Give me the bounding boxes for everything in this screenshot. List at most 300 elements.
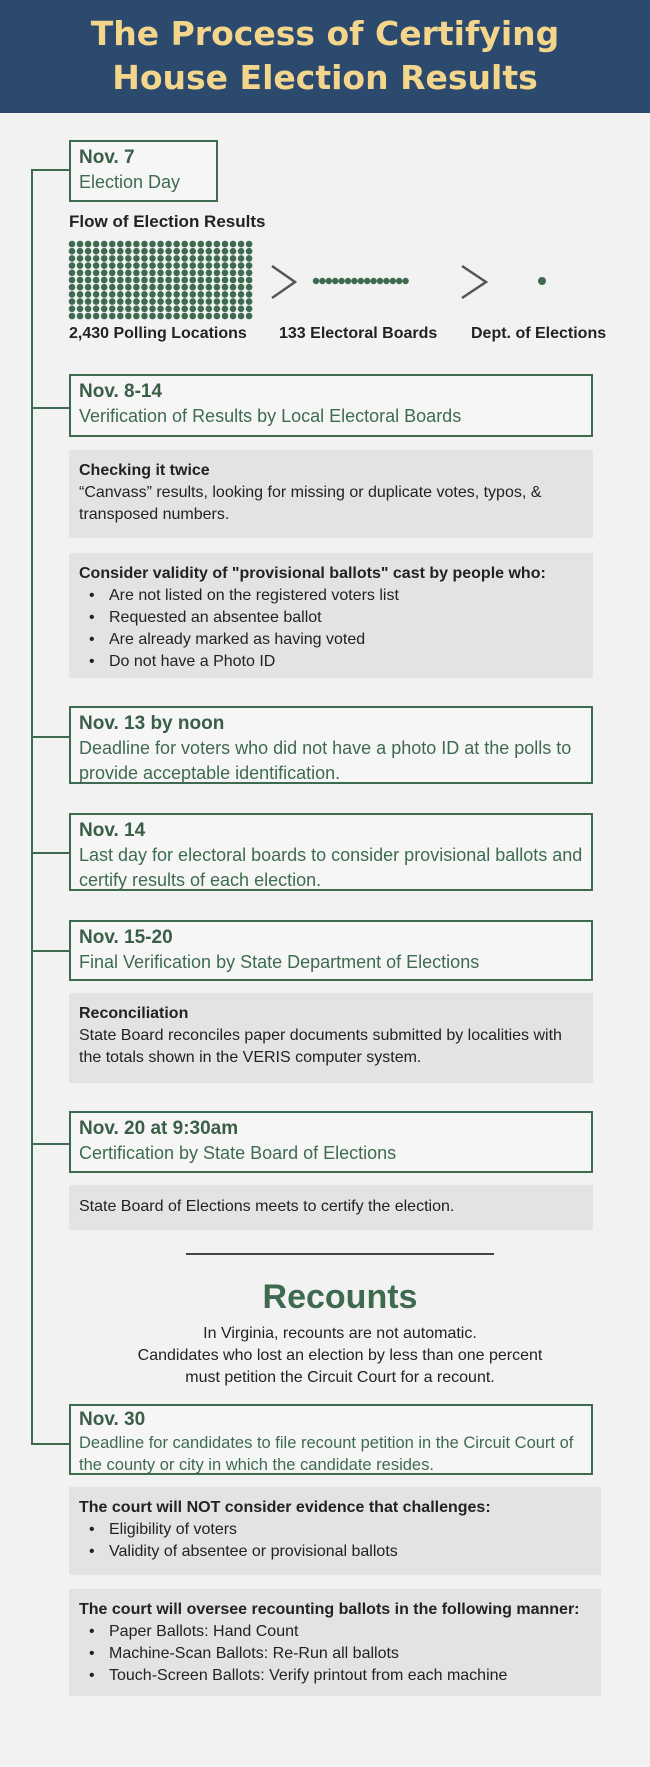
timeline-line (31, 169, 33, 1444)
arrow-chevron-2 (462, 266, 486, 298)
polling-dot (93, 313, 100, 320)
list-item: • Touch-Screen Ballots: Verify printout from each machine (89, 1665, 591, 1687)
polling-dot (198, 262, 205, 269)
polling-dot (222, 270, 229, 277)
polling-dot (214, 277, 221, 284)
polling-dot (222, 313, 229, 320)
note-oversee (69, 1589, 601, 1696)
note-text: State Board of Elections meets to certify the election. (79, 1198, 455, 1215)
polling-dot (109, 306, 116, 313)
polling-dot (238, 284, 245, 291)
polling-dot (101, 313, 108, 320)
polling-dot (165, 262, 172, 269)
polling-dot (93, 277, 100, 284)
polling-dot (238, 270, 245, 277)
list-item: • Are already marked as having voted (89, 629, 583, 651)
polling-dot (125, 298, 132, 305)
polling-dot (133, 248, 140, 255)
polling-dot (93, 255, 100, 262)
polling-dot (85, 277, 92, 284)
polling-dot (173, 291, 180, 298)
polling-dot (181, 306, 188, 313)
polling-dot (246, 291, 253, 298)
polling-dot (189, 255, 196, 262)
step-date: Nov. 30 (79, 1409, 146, 1430)
polling-dot (206, 248, 213, 255)
timeline-tick (31, 169, 69, 171)
note-title: The court will oversee recounting ballots in the following manner: (79, 1601, 580, 1618)
polling-dot (117, 284, 124, 291)
list-item: • Are not listed on the registered voters list (89, 585, 583, 607)
polling-dot (133, 306, 140, 313)
polling-dot (157, 241, 164, 248)
polling-dot (125, 270, 132, 277)
polling-dot (69, 313, 76, 320)
polling-dot (165, 241, 172, 248)
polling-dot (109, 284, 116, 291)
polling-dot (109, 262, 116, 269)
polling-dot (149, 291, 156, 298)
oversee-list (79, 1621, 591, 1687)
polling-dot (101, 298, 108, 305)
polling-dot (157, 270, 164, 277)
polling-dot (101, 241, 108, 248)
polling-dot (157, 262, 164, 269)
polling-dot (141, 306, 148, 313)
polling-dot (173, 277, 180, 284)
dept-elections-dot (538, 277, 546, 285)
polling-dot (198, 248, 205, 255)
step-desc: Verification of Results by Local Electoral Boards (79, 406, 462, 426)
step-desc: Deadline for candidates to file recount petition in the Circuit Court of the county or city in which the candidate resides. (79, 1434, 574, 1474)
polling-dot (149, 284, 156, 291)
note-title: Reconciliation (79, 1005, 189, 1022)
note-not-consider (69, 1487, 601, 1575)
board-dot (358, 278, 364, 284)
step-box-nov-13 (69, 706, 593, 784)
polling-dot (214, 313, 221, 320)
provisional-list (79, 585, 583, 673)
polling-dot (230, 313, 237, 320)
note-title: Checking it twice (79, 462, 210, 479)
step-box-nov-7 (69, 140, 218, 202)
polling-dot (125, 262, 132, 269)
polling-dot (198, 306, 205, 313)
polling-dot (181, 298, 188, 305)
polling-dot (157, 248, 164, 255)
board-dot (332, 278, 338, 284)
polling-dot (238, 298, 245, 305)
note-title: Consider validity of "provisional ballots" cast by people who: (79, 565, 546, 582)
polling-dot (149, 306, 156, 313)
polling-dot (93, 284, 100, 291)
polling-dot (165, 306, 172, 313)
polling-dot (230, 284, 237, 291)
polling-dot (165, 270, 172, 277)
polling-dot (157, 284, 164, 291)
polling-dot (117, 313, 124, 320)
polling-dot (165, 291, 172, 298)
polling-dot (214, 255, 221, 262)
flow-title: Flow of Election Results (69, 212, 266, 231)
polling-dot (85, 306, 92, 313)
polling-dot (165, 313, 172, 320)
title-line-2: House Election Results (112, 58, 538, 97)
step-desc: Election Day (79, 172, 181, 192)
board-dot (338, 278, 344, 284)
polling-dot (93, 291, 100, 298)
board-dot (364, 278, 370, 284)
polling-dot (230, 277, 237, 284)
recounts-line: must petition the Circuit Court for a recount. (185, 1369, 495, 1386)
polling-dot (238, 313, 245, 320)
polling-dot (101, 270, 108, 277)
polling-dot (157, 291, 164, 298)
polling-dot (69, 284, 76, 291)
polling-dot (141, 241, 148, 248)
note-provisional (69, 553, 593, 678)
polling-dot (133, 277, 140, 284)
polling-dot (149, 255, 156, 262)
polling-dot (69, 270, 76, 277)
board-dot (345, 278, 351, 284)
polling-dot (85, 241, 92, 248)
polling-dot (230, 241, 237, 248)
polling-dot (125, 306, 132, 313)
polling-dot (222, 277, 229, 284)
polling-dot (206, 298, 213, 305)
polling-dot (230, 298, 237, 305)
polling-dot (85, 262, 92, 269)
polling-dot (117, 291, 124, 298)
polling-dot (133, 270, 140, 277)
board-dot (377, 278, 383, 284)
polling-dot (125, 241, 132, 248)
polling-dot (93, 262, 100, 269)
polling-dot (222, 298, 229, 305)
polling-dot (246, 306, 253, 313)
recounts-line: In Virginia, recounts are not automatic. (203, 1325, 477, 1342)
polling-dot (173, 298, 180, 305)
polling-dot (181, 277, 188, 284)
polling-dot (214, 291, 221, 298)
polling-dot (206, 313, 213, 320)
polling-dot (133, 255, 140, 262)
polling-dot (141, 313, 148, 320)
polling-dot (101, 248, 108, 255)
polling-dot (198, 255, 205, 262)
polling-dot (157, 306, 164, 313)
polling-dot (149, 298, 156, 305)
polling-dot (173, 255, 180, 262)
step-box-nov-14 (69, 813, 593, 891)
flow-diagram (0, 236, 650, 321)
polling-dot (109, 298, 116, 305)
board-dot (313, 278, 319, 284)
polling-dot (85, 291, 92, 298)
board-dot (319, 278, 325, 284)
polling-dot (238, 262, 245, 269)
polling-dot (246, 298, 253, 305)
list-item: • Validity of absentee or provisional ballots (89, 1541, 591, 1563)
polling-dot (77, 248, 84, 255)
polling-dot (93, 270, 100, 277)
polling-dot (133, 291, 140, 298)
polling-dot (230, 306, 237, 313)
polling-dot (109, 277, 116, 284)
note-certify (69, 1185, 593, 1230)
polling-dot (246, 241, 253, 248)
polling-dot (109, 255, 116, 262)
list-item: • Do not have a Photo ID (89, 651, 583, 673)
polling-dot (101, 306, 108, 313)
polling-dot (246, 277, 253, 284)
note-text: State Board reconciles paper documents submitted by localities with the totals shown in the VERIS computer system. (79, 1027, 562, 1066)
polling-dot (69, 262, 76, 269)
board-dot (396, 278, 402, 284)
list-item: • Paper Ballots: Hand Count (89, 1621, 591, 1643)
polling-dot (101, 262, 108, 269)
polling-dot (246, 255, 253, 262)
polling-dot (117, 241, 124, 248)
polling-dot (117, 306, 124, 313)
polling-dot (246, 313, 253, 320)
step-date: Nov. 7 (79, 147, 135, 168)
polling-dot (214, 298, 221, 305)
note-reconciliation (69, 993, 593, 1083)
polling-dot (189, 284, 196, 291)
step-desc: Certification by State Board of Elections (79, 1143, 397, 1163)
arrow-chevron-1 (272, 266, 295, 298)
board-dot (402, 278, 408, 284)
polling-dot (189, 313, 196, 320)
polling-dot (133, 298, 140, 305)
polling-dot (149, 248, 156, 255)
polling-dot (85, 298, 92, 305)
board-dot (326, 278, 332, 284)
polling-dot (85, 248, 92, 255)
polling-dot (189, 241, 196, 248)
polling-dot (133, 241, 140, 248)
polling-dot (109, 313, 116, 320)
not-consider-list (79, 1519, 591, 1563)
polling-dot (198, 277, 205, 284)
polling-dot (165, 284, 172, 291)
polling-dot (189, 306, 196, 313)
polling-locations-dots (69, 241, 253, 320)
polling-dot (125, 291, 132, 298)
polling-dot (149, 277, 156, 284)
polling-dot (141, 270, 148, 277)
polling-dot (93, 298, 100, 305)
polling-dot (173, 270, 180, 277)
board-dot (351, 278, 357, 284)
polling-dot (246, 262, 253, 269)
polling-dot (69, 277, 76, 284)
polling-dot (230, 255, 237, 262)
polling-dot (230, 262, 237, 269)
recounts-line: Candidates who lost an election by less than one percent (137, 1347, 543, 1364)
polling-dot (189, 298, 196, 305)
board-dot (383, 278, 389, 284)
polling-dot (181, 291, 188, 298)
polling-dot (238, 255, 245, 262)
polling-dot (189, 291, 196, 298)
polling-dot (69, 248, 76, 255)
list-item: • Eligibility of voters (89, 1519, 591, 1541)
polling-dot (214, 241, 221, 248)
polling-dot (222, 291, 229, 298)
polling-dot (246, 284, 253, 291)
step-date: Nov. 13 by noon (79, 713, 225, 734)
polling-dot (117, 298, 124, 305)
polling-dot (141, 248, 148, 255)
board-dot (390, 278, 396, 284)
polling-dot (109, 248, 116, 255)
polling-dot (165, 298, 172, 305)
timeline-tick (31, 852, 69, 854)
polling-dot (101, 291, 108, 298)
polling-dot (157, 277, 164, 284)
polling-dot (198, 291, 205, 298)
polling-dot (214, 248, 221, 255)
polling-dot (246, 270, 253, 277)
step-date: Nov. 20 at 9:30am (79, 1118, 239, 1139)
title-line-1: The Process of Certifying (90, 14, 560, 53)
polling-dot (133, 284, 140, 291)
polling-dot (149, 313, 156, 320)
polling-dot (141, 298, 148, 305)
polling-dot (133, 313, 140, 320)
polling-dot (77, 313, 84, 320)
timeline-tick (31, 407, 69, 409)
polling-dot (246, 248, 253, 255)
flow-label-polling: 2,430 Polling Locations (69, 325, 247, 342)
polling-dot (157, 298, 164, 305)
step-box-nov-20 (69, 1111, 593, 1173)
polling-dot (85, 284, 92, 291)
polling-dot (77, 291, 84, 298)
polling-dot (222, 262, 229, 269)
polling-dot (222, 248, 229, 255)
page-title (0, 0, 650, 100)
polling-dot (173, 313, 180, 320)
polling-dot (198, 313, 205, 320)
polling-dot (141, 284, 148, 291)
board-dot (370, 278, 376, 284)
polling-dot (125, 277, 132, 284)
electoral-boards-dots (313, 278, 409, 284)
step-box-nov-8-14 (69, 374, 593, 437)
polling-dot (181, 313, 188, 320)
polling-dot (181, 262, 188, 269)
polling-dot (198, 284, 205, 291)
polling-dot (77, 306, 84, 313)
polling-dot (141, 277, 148, 284)
flow-label-dept: Dept. of Elections (471, 325, 607, 342)
polling-dot (230, 291, 237, 298)
note-canvass (69, 450, 593, 538)
polling-dot (149, 262, 156, 269)
step-desc: Deadline for voters who did not have a photo ID at the polls to provide acceptable identification. (79, 738, 572, 783)
polling-dot (238, 248, 245, 255)
polling-dot (230, 270, 237, 277)
timeline-tick (31, 1143, 69, 1145)
polling-dot (214, 262, 221, 269)
polling-dot (189, 270, 196, 277)
step-box-nov-30 (69, 1404, 593, 1475)
polling-dot (101, 284, 108, 291)
polling-dot (77, 277, 84, 284)
timeline-tick (31, 950, 69, 952)
polling-dot (101, 277, 108, 284)
step-desc: Final Verification by State Department of Elections (79, 952, 480, 972)
polling-dot (69, 298, 76, 305)
polling-dot (93, 241, 100, 248)
polling-dot (198, 241, 205, 248)
polling-dot (181, 255, 188, 262)
polling-dot (189, 277, 196, 284)
polling-dot (206, 306, 213, 313)
polling-dot (222, 241, 229, 248)
polling-dot (133, 262, 140, 269)
polling-dot (165, 255, 172, 262)
polling-dot (214, 270, 221, 277)
polling-dot (157, 255, 164, 262)
note-text: “Canvass” results, looking for missing or duplicate votes, typos, & transposed numbers. (79, 484, 542, 523)
step-date: Nov. 8-14 (79, 381, 163, 402)
polling-dot (206, 255, 213, 262)
polling-dot (93, 306, 100, 313)
polling-dot (109, 241, 116, 248)
polling-dot (77, 255, 84, 262)
polling-dot (69, 241, 76, 248)
polling-dot (69, 255, 76, 262)
polling-dot (77, 298, 84, 305)
polling-dot (238, 291, 245, 298)
polling-dot (206, 291, 213, 298)
list-item: • Requested an absentee ballot (89, 607, 583, 629)
polling-dot (173, 262, 180, 269)
polling-dot (206, 270, 213, 277)
polling-dot (109, 270, 116, 277)
polling-dot (181, 284, 188, 291)
polling-dot (141, 255, 148, 262)
flow-label-boards: 133 Electoral Boards (279, 325, 438, 342)
polling-dot (222, 284, 229, 291)
step-date: Nov. 15-20 (79, 927, 173, 948)
polling-dot (214, 306, 221, 313)
polling-dot (238, 241, 245, 248)
polling-dot (125, 255, 132, 262)
step-box-nov-15-20 (69, 920, 593, 981)
polling-dot (230, 248, 237, 255)
note-title: The court will NOT consider evidence that challenges: (79, 1499, 491, 1516)
polling-dot (117, 277, 124, 284)
polling-dot (198, 298, 205, 305)
step-desc: Last day for electoral boards to consider provisional ballots and certify results of each election. (79, 845, 583, 890)
polling-dot (238, 277, 245, 284)
polling-dot (109, 291, 116, 298)
polling-dot (77, 262, 84, 269)
polling-dot (77, 284, 84, 291)
polling-dot (206, 262, 213, 269)
polling-dot (189, 262, 196, 269)
polling-dot (149, 241, 156, 248)
polling-dot (173, 241, 180, 248)
polling-dot (85, 313, 92, 320)
polling-dot (125, 248, 132, 255)
